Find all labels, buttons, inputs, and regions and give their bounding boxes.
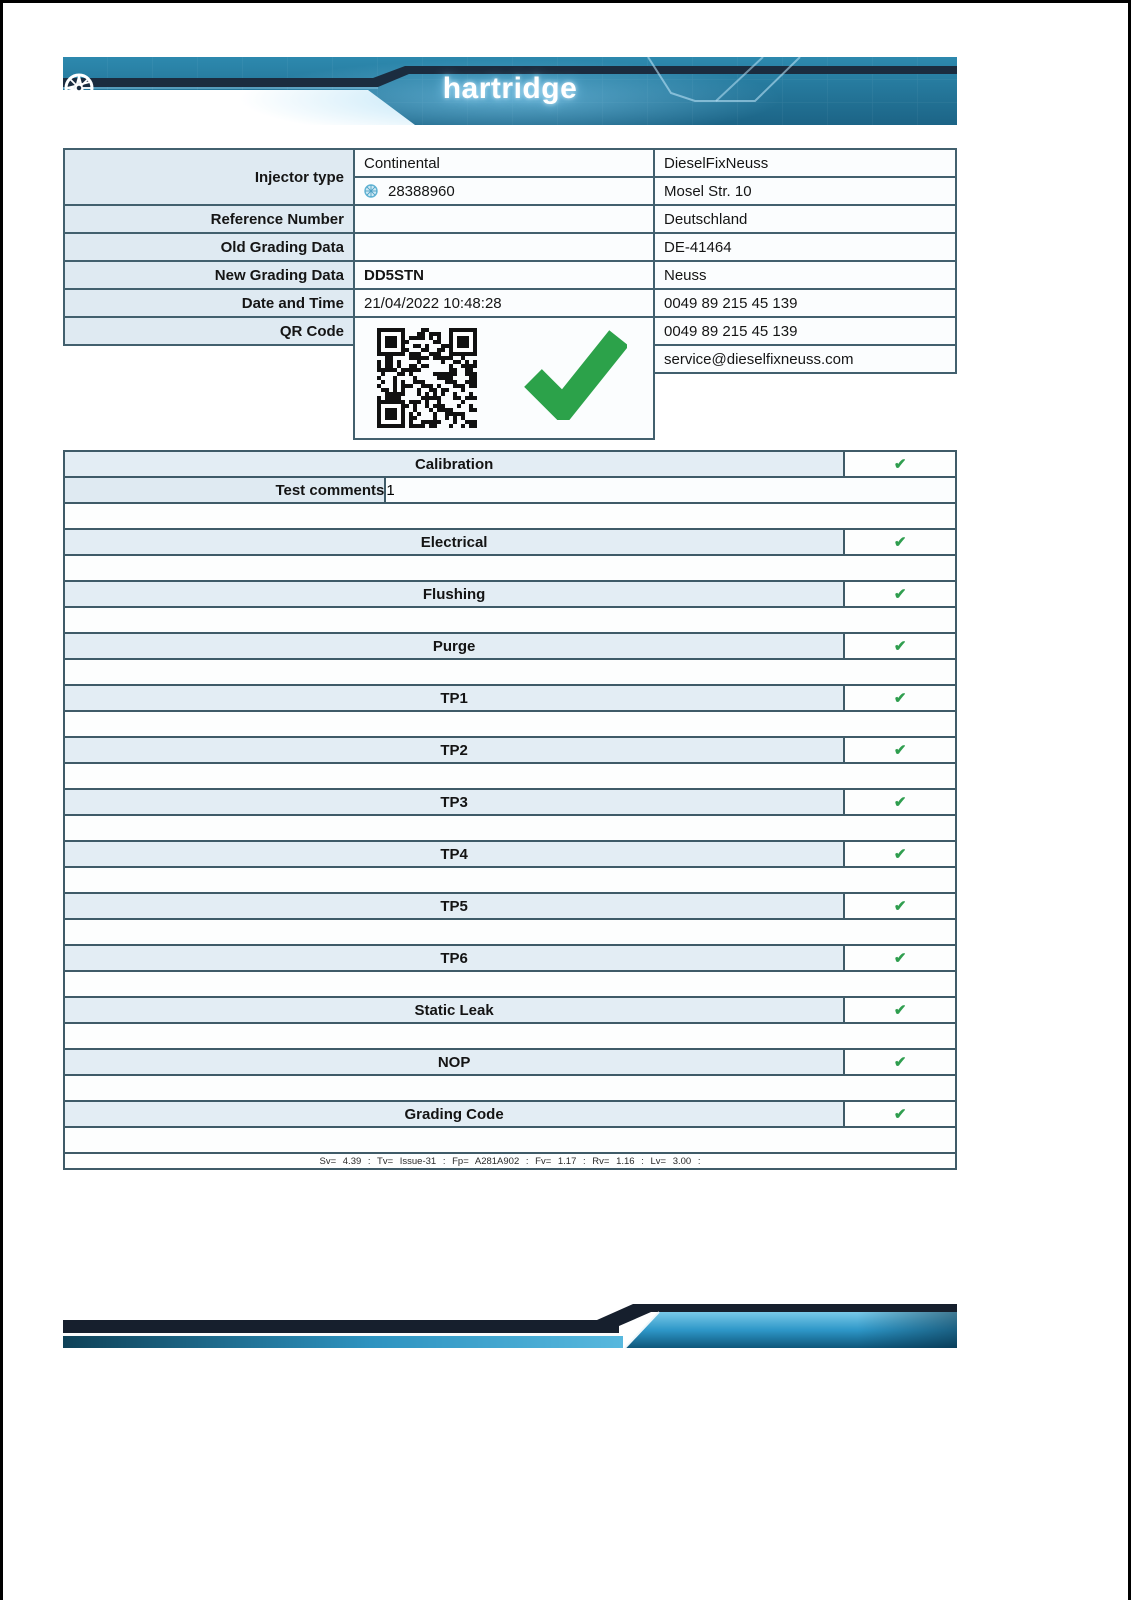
spacer-cell bbox=[64, 763, 956, 789]
test-section-label: TP2 bbox=[64, 737, 844, 763]
label-reference-number: Reference Number bbox=[63, 204, 355, 234]
test-section-label: TP3 bbox=[64, 789, 844, 815]
spacer-row bbox=[64, 659, 956, 685]
test-section-row bbox=[64, 841, 956, 867]
spacer-row bbox=[64, 607, 956, 633]
test-results-table bbox=[63, 450, 957, 1170]
test-section-row bbox=[64, 737, 956, 763]
header-banner bbox=[63, 57, 957, 125]
page-border-top bbox=[0, 0, 1131, 3]
test-section-label: TP5 bbox=[64, 893, 844, 919]
footer-ribbon-graphic bbox=[63, 1300, 957, 1352]
value-injector-part-number bbox=[353, 176, 655, 206]
spacer-row bbox=[64, 503, 956, 529]
brand-name: hartridge bbox=[442, 72, 578, 105]
pass-checkmark-icon: ✔ bbox=[893, 637, 907, 655]
workshop-address-line: Mosel Str. 10 bbox=[653, 176, 957, 206]
pass-checkmark-icon: ✔ bbox=[893, 1105, 907, 1123]
spacer-row bbox=[64, 1075, 956, 1101]
value-new-grading-data: DD5STN bbox=[353, 260, 655, 290]
test-pass-cell bbox=[844, 841, 956, 867]
pass-checkmark-icon: ✔ bbox=[893, 585, 907, 603]
test-section-row bbox=[64, 945, 956, 971]
spacer-row bbox=[64, 1127, 956, 1153]
pass-checkmark-icon: ✔ bbox=[893, 949, 907, 967]
label-old-grading-data: Old Grading Data bbox=[63, 232, 355, 262]
pass-checkmark-icon: ✔ bbox=[893, 897, 907, 915]
page-border-left bbox=[0, 0, 3, 1600]
pass-checkmark-icon: ✔ bbox=[893, 741, 907, 759]
test-comments-row bbox=[64, 477, 956, 503]
injector-info-table bbox=[63, 148, 655, 448]
pass-checkmark-icon: ✔ bbox=[893, 689, 907, 707]
value-reference-number bbox=[353, 204, 655, 234]
label-qr-code: QR Code bbox=[63, 316, 355, 346]
label-new-grading-data: New Grading Data bbox=[63, 260, 355, 290]
workshop-address-line: service@dieselfixneuss.com bbox=[653, 344, 957, 374]
test-pass-cell bbox=[844, 1101, 956, 1127]
test-pass-cell bbox=[844, 1049, 956, 1075]
test-section-row bbox=[64, 451, 956, 477]
label-date-and-time: Date and Time bbox=[63, 288, 355, 318]
footer-ribbon bbox=[63, 1300, 957, 1352]
spacer-cell bbox=[64, 503, 956, 529]
pass-checkmark-icon: ✔ bbox=[893, 1053, 907, 1071]
spacer-cell bbox=[64, 971, 956, 997]
part-number-text: 28388960 bbox=[388, 182, 455, 200]
version-row bbox=[64, 1153, 956, 1169]
spacer-row bbox=[64, 711, 956, 737]
test-pass-cell bbox=[844, 893, 956, 919]
test-section-row bbox=[64, 685, 956, 711]
test-section-label: Grading Code bbox=[64, 1101, 844, 1127]
test-section-row bbox=[64, 1049, 956, 1075]
workshop-address-line: DieselFixNeuss bbox=[653, 148, 957, 178]
pass-checkmark-icon: ✔ bbox=[893, 533, 907, 551]
test-section-label: TP1 bbox=[64, 685, 844, 711]
value-date-and-time: 21/04/2022 10:48:28 bbox=[353, 288, 655, 318]
test-section-row bbox=[64, 997, 956, 1023]
test-section-label: TP6 bbox=[64, 945, 844, 971]
test-section-label: Flushing bbox=[64, 581, 844, 607]
test-pass-cell bbox=[844, 685, 956, 711]
test-pass-cell bbox=[844, 945, 956, 971]
value-injector-make: Continental bbox=[353, 148, 655, 178]
qr-code-cell bbox=[353, 316, 655, 440]
test-section-row bbox=[64, 581, 956, 607]
test-pass-cell bbox=[844, 529, 956, 555]
test-section-row bbox=[64, 529, 956, 555]
pass-checkmark-icon: ✔ bbox=[893, 845, 907, 863]
test-section-row bbox=[64, 789, 956, 815]
spacer-cell bbox=[64, 555, 956, 581]
version-info-text: Sv= 4.39 : Tv= Issue-31 : Fp= A281A902 : Fv= 1.17 : Rv= 1.16 : Lv= 3.00 : bbox=[64, 1153, 956, 1169]
test-pass-cell bbox=[844, 789, 956, 815]
pass-checkmark-icon: ✔ bbox=[893, 455, 907, 473]
qr-code-image bbox=[377, 328, 477, 432]
workshop-address-line: 0049 89 215 45 139 bbox=[653, 316, 957, 346]
test-pass-cell bbox=[844, 451, 956, 477]
test-section-label: Calibration bbox=[64, 451, 844, 477]
spacer-cell bbox=[64, 919, 956, 945]
test-comments-label: Test comments bbox=[64, 477, 385, 503]
test-section-row bbox=[64, 633, 956, 659]
spacer-cell bbox=[64, 1023, 956, 1049]
spacer-cell bbox=[64, 659, 956, 685]
test-section-label: Static Leak bbox=[64, 997, 844, 1023]
workshop-address-table bbox=[653, 148, 957, 374]
value-old-grading-data bbox=[353, 232, 655, 262]
test-pass-cell bbox=[844, 737, 956, 763]
spacer-cell bbox=[64, 711, 956, 737]
spacer-row bbox=[64, 1023, 956, 1049]
test-section-row bbox=[64, 1101, 956, 1127]
spacer-cell bbox=[64, 815, 956, 841]
workshop-address-line: Neuss bbox=[653, 260, 957, 290]
qr-verified-check-icon bbox=[523, 328, 627, 420]
test-section-label: TP4 bbox=[64, 841, 844, 867]
pass-checkmark-icon: ✔ bbox=[893, 793, 907, 811]
spacer-cell bbox=[64, 867, 956, 893]
pass-checkmark-icon: ✔ bbox=[893, 1001, 907, 1019]
wheel-icon bbox=[364, 184, 378, 198]
test-pass-cell bbox=[844, 581, 956, 607]
test-comments-value: 1 bbox=[385, 477, 956, 503]
test-pass-cell bbox=[844, 633, 956, 659]
hartridge-wheel-icon bbox=[63, 72, 95, 104]
brand-logo bbox=[63, 72, 957, 106]
spacer-cell bbox=[64, 607, 956, 633]
workshop-address-line: Deutschland bbox=[653, 204, 957, 234]
workshop-address-line: DE-41464 bbox=[653, 232, 957, 262]
spacer-cell bbox=[64, 1075, 956, 1101]
spacer-row bbox=[64, 867, 956, 893]
spacer-row bbox=[64, 815, 956, 841]
test-section-label: NOP bbox=[64, 1049, 844, 1075]
test-section-label: Electrical bbox=[64, 529, 844, 555]
label-injector-type: Injector type bbox=[63, 148, 355, 206]
spacer-row bbox=[64, 971, 956, 997]
test-pass-cell bbox=[844, 997, 956, 1023]
test-section-label: Purge bbox=[64, 633, 844, 659]
workshop-address-line: 0049 89 215 45 139 bbox=[653, 288, 957, 318]
test-section-row bbox=[64, 893, 956, 919]
spacer-cell bbox=[64, 1127, 956, 1153]
spacer-row bbox=[64, 555, 956, 581]
spacer-row bbox=[64, 763, 956, 789]
spacer-row bbox=[64, 919, 956, 945]
